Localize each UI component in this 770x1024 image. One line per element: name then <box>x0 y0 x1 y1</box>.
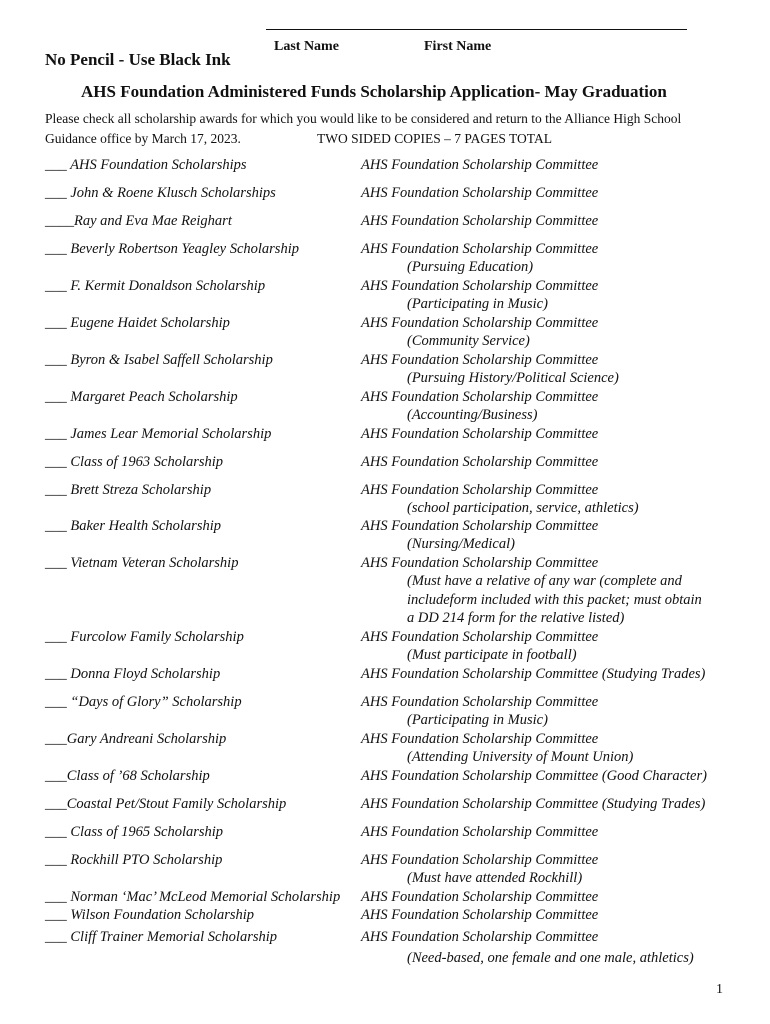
scholarship-name: ___Gary Andreani Scholarship <box>45 731 227 747</box>
scholarship-name: ___ Class of 1963 Scholarship <box>45 454 224 470</box>
scholarship-requirement-note: (school participation, service, athletics) <box>407 500 639 516</box>
scholarship-name: ___ Norman ‘Mac’ McLeod Memorial Scholarship <box>45 889 341 905</box>
scholarship-row[interactable] <box>0 213 770 231</box>
scholarship-requirement-note: (Must have attended Rockhill) <box>407 870 583 886</box>
scholarship-name: ___ Furcolow Family Scholarship <box>45 629 244 645</box>
instructions-line-1: Please check all scholarship awards for which you would like to be considered and return to the Alliance High School <box>45 111 682 126</box>
scholarship-committee: AHS Foundation Scholarship Committee <box>361 518 599 534</box>
scholarship-requirement-note: (Must participate in football) <box>407 647 577 663</box>
scholarship-committee: AHS Foundation Scholarship Committee (Studying Trades) <box>361 666 706 682</box>
scholarship-name: ___Coastal Pet/Stout Family Scholarship <box>45 796 287 812</box>
scholarship-name: ___ Class of 1965 Scholarship <box>45 824 224 840</box>
scholarship-committee: AHS Foundation Scholarship Committee <box>361 482 599 498</box>
scholarship-committee: AHS Foundation Scholarship Committee <box>361 824 599 840</box>
scholarship-row[interactable] <box>0 518 770 536</box>
scholarship-row[interactable] <box>0 796 770 814</box>
scholarship-row[interactable] <box>0 157 770 175</box>
scholarship-name: ___ F. Kermit Donaldson Scholarship <box>45 278 266 294</box>
scholarship-row[interactable] <box>0 852 770 870</box>
scholarship-committee: AHS Foundation Scholarship Committee <box>361 454 599 470</box>
scholarship-name: ___ Margaret Peach Scholarship <box>45 389 238 405</box>
scholarship-requirement-note: (Community Service) <box>407 333 530 349</box>
scholarship-requirement-note: (Participating in Music) <box>407 296 548 312</box>
scholarship-committee: AHS Foundation Scholarship Committee <box>361 694 599 710</box>
scholarship-committee: AHS Foundation Scholarship Committee <box>361 352 599 368</box>
scholarship-name: ___ Baker Health Scholarship <box>45 518 221 534</box>
scholarship-name: ___ John & Roene Klusch Scholarships <box>45 185 276 201</box>
scholarship-committee: AHS Foundation Scholarship Committee <box>361 889 599 905</box>
scholarship-committee: AHS Foundation Scholarship Committee <box>361 852 599 868</box>
scholarship-committee: AHS Foundation Scholarship Committee <box>361 907 599 923</box>
scholarship-row[interactable] <box>0 555 770 573</box>
scholarship-row[interactable] <box>0 824 770 842</box>
scholarship-committee: AHS Foundation Scholarship Committee <box>361 278 599 294</box>
instructions-line-2: Guidance office by March 17, 2023. <box>45 131 241 146</box>
scholarship-committee: AHS Foundation Scholarship Committee <box>361 731 599 747</box>
scholarship-requirement-note: a DD 214 form for the relative listed) <box>407 610 625 626</box>
scholarship-committee: AHS Foundation Scholarship Committee <box>361 315 599 331</box>
scholarship-requirement-note: (Pursuing Education) <box>407 259 534 275</box>
scholarship-name: ____Ray and Eva Mae Reighart <box>45 213 232 229</box>
scholarship-requirement-note: (Accounting/Business) <box>407 407 538 423</box>
scholarship-name: ___ “Days of Glory” Scholarship <box>45 694 242 710</box>
scholarship-committee: AHS Foundation Scholarship Committee <box>361 426 599 442</box>
scholarship-row[interactable] <box>0 315 770 333</box>
scholarship-row[interactable] <box>0 929 770 947</box>
scholarship-name: ___ AHS Foundation Scholarships <box>45 157 247 173</box>
scholarship-name: ___ Rockhill PTO Scholarship <box>45 852 223 868</box>
scholarship-committee: AHS Foundation Scholarship Committee <box>361 157 599 173</box>
scholarship-row[interactable] <box>0 907 770 925</box>
scholarship-row[interactable] <box>0 694 770 712</box>
scholarship-row[interactable] <box>0 352 770 370</box>
last-name-label: Last Name <box>274 39 339 54</box>
scholarship-row[interactable] <box>0 241 770 259</box>
scholarship-name: ___ Byron & Isabel Saffell Scholarship <box>45 352 273 368</box>
scholarship-requirement-note: (Pursuing History/Political Science) <box>407 370 619 386</box>
scholarship-name: ___ James Lear Memorial Scholarship <box>45 426 272 442</box>
scholarship-row[interactable] <box>0 889 770 907</box>
first-name-label: First Name <box>424 39 492 54</box>
scholarship-name: ___ Cliff Trainer Memorial Scholarship <box>45 929 278 945</box>
scholarship-row[interactable] <box>0 278 770 296</box>
scholarship-row[interactable] <box>0 426 770 444</box>
scholarship-row[interactable] <box>0 482 770 500</box>
scholarship-committee: AHS Foundation Scholarship Committee <box>361 555 599 571</box>
scholarship-name: ___ Donna Floyd Scholarship <box>45 666 221 682</box>
scholarship-name: ___ Vietnam Veteran Scholarship <box>45 555 239 571</box>
scholarship-committee: AHS Foundation Scholarship Committee <box>361 213 599 229</box>
scholarship-name: ___Class of ’68 Scholarship <box>45 768 210 784</box>
scholarship-row[interactable] <box>0 666 770 684</box>
scholarship-requirement-note: (Attending University of Mount Union) <box>407 749 634 765</box>
ink-instruction: No Pencil - Use Black Ink <box>45 50 231 69</box>
scholarship-name: ___ Wilson Foundation Scholarship <box>45 907 255 923</box>
scholarship-row[interactable] <box>0 629 770 647</box>
name-signature-line <box>266 29 687 30</box>
trailing-note: (Need-based, one female and one male, athletics) <box>407 950 694 966</box>
scholarship-requirement-note: (Participating in Music) <box>407 712 548 728</box>
scholarship-row[interactable] <box>0 454 770 472</box>
scholarship-committee: AHS Foundation Scholarship Committee <box>361 629 599 645</box>
scholarship-committee: AHS Foundation Scholarship Committee <box>361 241 599 257</box>
scholarship-name: ___ Beverly Robertson Yeagley Scholarship <box>45 241 299 257</box>
scholarship-requirement-note: (Must have a relative of any war (complete and <box>407 573 682 589</box>
scholarship-row[interactable] <box>0 768 770 786</box>
scholarship-committee: AHS Foundation Scholarship Committee <box>361 389 599 405</box>
page-title: AHS Foundation Administered Funds Scholarship Application- May Graduation <box>81 82 667 101</box>
scholarship-requirement-note: includeform included with this packet; must obtain <box>407 591 702 608</box>
scholarship-row[interactable] <box>0 185 770 203</box>
scholarship-row[interactable] <box>0 731 770 749</box>
scholarship-name: ___ Eugene Haidet Scholarship <box>45 315 230 331</box>
scholarship-committee: AHS Foundation Scholarship Committee <box>361 185 599 201</box>
scholarship-committee: AHS Foundation Scholarship Committee (Studying Trades) <box>361 796 706 812</box>
scholarship-requirement-note: (Nursing/Medical) <box>407 536 515 552</box>
copies-note: TWO SIDED COPIES – 7 PAGES TOTAL <box>317 131 552 146</box>
scholarship-committee: AHS Foundation Scholarship Committee (Good Character) <box>361 768 707 784</box>
page-number: 1 <box>716 982 723 997</box>
scholarship-name: ___ Brett Streza Scholarship <box>45 482 212 498</box>
scholarship-row[interactable] <box>0 389 770 407</box>
scholarship-committee: AHS Foundation Scholarship Committee <box>361 929 599 945</box>
